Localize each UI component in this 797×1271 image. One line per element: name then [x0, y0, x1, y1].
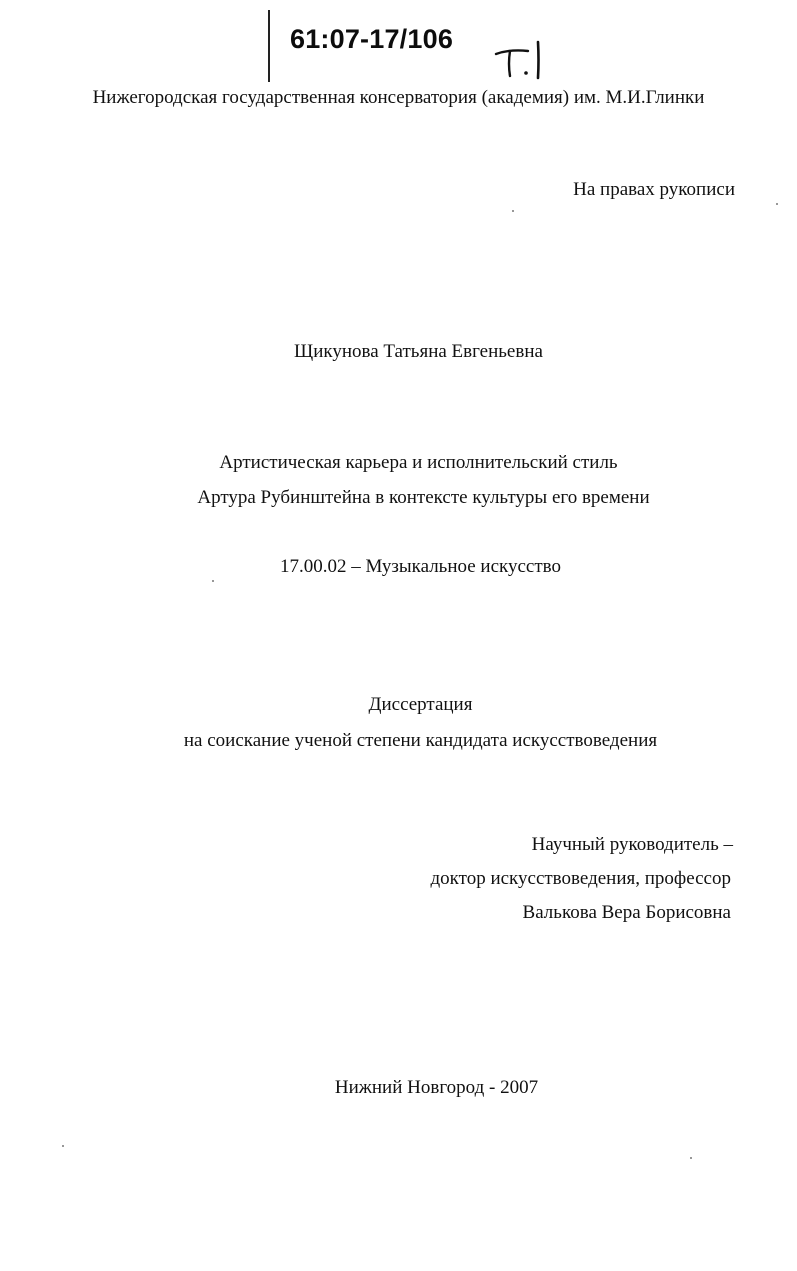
manuscript-note: На правах рукописи: [573, 179, 735, 200]
handwritten-note: [490, 38, 550, 82]
supervisor-title: доктор искусствоведения, профессор: [430, 868, 731, 889]
scan-speck: [690, 1157, 692, 1159]
place-and-year: Нижний Новгород - 2007: [334, 1077, 539, 1098]
specialty: 17.00.02 – Музыкальное искусство: [279, 556, 562, 577]
supervisor-label: Научный руководитель –: [531, 834, 733, 855]
title-line-1: Артистическая карьера и исполнительский стиль: [219, 452, 618, 473]
degree-statement: на соискание ученой степени кандидата искусствоведения: [183, 730, 658, 751]
institution-name: Нижегородская государственная консерватория (академия) им. М.И.Глинки: [92, 87, 705, 108]
stamp-border: [268, 10, 270, 82]
dissertation-type: Диссертация: [368, 694, 473, 715]
title-line-2: Артура Рубинштейна в контексте культуры его времени: [197, 487, 650, 508]
scan-speck: [62, 1145, 64, 1147]
archive-stamp-code: 61:07-17/106: [290, 24, 454, 54]
supervisor-name: Валькова Вера Борисовна: [522, 902, 731, 923]
scan-speck: [776, 203, 778, 205]
scan-speck: [512, 210, 514, 212]
scan-speck: [212, 580, 214, 582]
author-name: Щикунова Татьяна Евгеньевна: [294, 341, 543, 362]
